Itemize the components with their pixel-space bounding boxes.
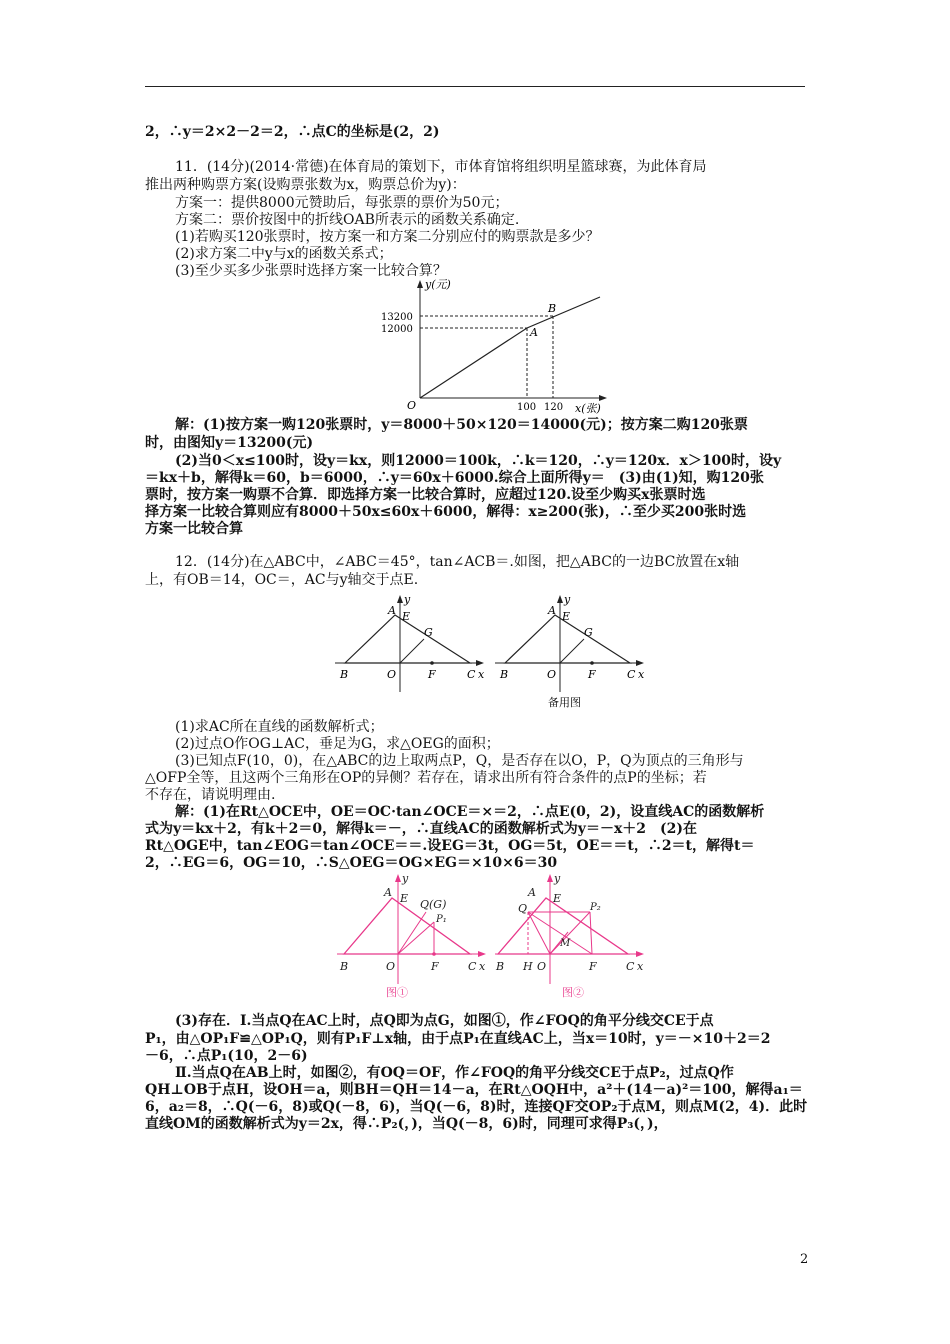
q12-p3-2: P₁，由△OP₁F≌△OP₁Q，则有P₁F⊥x轴，由于点P₁在直线AC上，当x＝10时，y＝－×10＋2＝2: [145, 1031, 771, 1047]
origin-label: O: [407, 399, 417, 412]
label-c: C: [467, 668, 476, 681]
fig2-label-e: E: [553, 892, 562, 905]
y-tick-12000: 12000: [381, 324, 413, 335]
q12-q2: (2)过点O作OG⊥AC，垂足为G，求△OEG的面积；: [175, 736, 500, 752]
q11-line-4: 方案二：票价按图中的折线OAB所表示的函数关系确定.: [175, 212, 520, 228]
header-rule: [145, 86, 805, 87]
pink-figure-2: [490, 872, 650, 1002]
label-f: F: [588, 668, 596, 681]
y-axis-label: y(元): [425, 278, 451, 291]
fig1-label-f: F: [431, 960, 439, 973]
label-a: A: [388, 604, 396, 617]
fig1-caption: 图①: [386, 986, 408, 999]
q11-sol-4: ＝kx＋b，解得k＝60，b＝6000，∴y＝60x＋6000.综合上面所得y＝ (3)由(1)知，购120张: [145, 470, 764, 486]
fig2-label-o: O: [537, 960, 547, 973]
q11-line-6: (2)求方案二中y与x的函数关系式；: [175, 246, 393, 262]
fig1-label-e: E: [400, 892, 409, 905]
pink-figure-1: [332, 872, 492, 1002]
x-tick-100: 100: [517, 402, 537, 413]
fig1-label-qg: Q(G): [420, 898, 447, 911]
fig1-label-p1: P₁: [436, 914, 447, 925]
spare-caption: 备用图: [548, 696, 581, 709]
y-tick-13200: 13200: [381, 312, 413, 323]
q12-p3-5: QH⊥OB于点H，设OH＝a，则BH＝QH＝14－a，在Rt△OQH中，a²＋(14－a)²＝100，解得a₁＝: [145, 1082, 803, 1098]
fig2-label-c: C: [626, 960, 635, 973]
q12-q3b: △OFP全等，且这两个三角形在OP的异侧？若存在，请求出所有符合条件的点P的坐标；若: [145, 770, 707, 786]
label-b: B: [500, 668, 509, 681]
fig1-label-b: B: [340, 960, 349, 973]
point-a-label: A: [530, 326, 538, 339]
label-o: O: [387, 668, 397, 681]
label-g: G: [424, 626, 433, 639]
fig2-label-h: H: [523, 960, 533, 973]
label-c: C: [627, 668, 636, 681]
page-number: 2: [800, 1252, 809, 1267]
q12-sol-2: 式为y＝kx＋2，有k＋2＝0，解得k＝－，∴直线AC的函数解析式为y＝－x＋2 (2)在: [145, 821, 698, 837]
fig2-label-x: x: [637, 960, 644, 973]
label-e: E: [402, 610, 411, 623]
label-e: E: [562, 610, 571, 623]
q11-sol-2: 时，由图知y＝13200(元): [145, 435, 314, 451]
label-a: A: [548, 604, 556, 617]
q12-sol-3: Rt△OGE中，tan∠EOG＝tan∠OCE＝＝.设EG＝3t，OG＝5t，OE＝＝t，∴2＝t，解得t＝: [145, 838, 755, 854]
q12-q3: (3)已知点F(10，0)，在△ABC的边上取两点P，Q，是否存在以O，P，Q为顶点的三角形与: [175, 753, 744, 769]
label-x: x: [478, 668, 485, 681]
label-o: O: [547, 668, 557, 681]
fig1-label-x: x: [479, 960, 486, 973]
fig2-label-b: B: [496, 960, 505, 973]
label-g: G: [584, 626, 593, 639]
label-b: B: [340, 668, 349, 681]
label-y: y: [404, 593, 411, 606]
q12-spare-figure: [490, 592, 650, 712]
q12-p3-7: 直线OM的函数解析式为y＝2x，得∴P₂(，)，当Q(－8，6)时，同理可求得P₃(，)，: [145, 1116, 668, 1132]
label-y: y: [564, 593, 571, 606]
fig2-label-m: M: [560, 938, 571, 949]
point-b-label: B: [548, 302, 557, 315]
fig2-label-q: Q: [518, 902, 528, 915]
fig2-label-y: y: [554, 872, 561, 885]
fig1-label-y: y: [402, 872, 409, 885]
q12-sol-1: 解：(1)在Rt△OCE中，OE＝OC·tan∠OCE＝×＝2，∴点E(0，2)，设直线AC的函数解析: [175, 804, 765, 820]
q12-line-1: 12．(14分)在△ABC中，∠ABC＝45°，tan∠ACB＝.如图，把△ABC的一边BC放置在x轴: [175, 554, 740, 570]
q11-line-7: (3)至少买多少张票时选择方案一比较合算？: [175, 263, 447, 279]
label-x: x: [638, 668, 645, 681]
q11-sol-3: (2)当0＜x≤100时，设y＝kx，则12000＝100k，∴k＝120，∴y＝120x．x＞100时，设y: [175, 453, 782, 469]
q11-sol-1: 解：(1)按方案一购120张票时，y＝8000＋50×120＝14000(元)；按方案二购120张票: [175, 417, 748, 433]
q12-p3-1: (3)存在．Ⅰ.当点Q在AC上时，点Q即为点G，如图①，作∠FOQ的角平分线交CE于点: [175, 1013, 714, 1029]
x-tick-120: 120: [544, 402, 564, 413]
q12-p3-6: 6，a₂＝8，∴Q(－6，8)或Q(－8，6)，当Q(－6，8)时，连接QF交OP₂于点M，则点M(2，4)．此时: [145, 1099, 808, 1115]
q12-line-2: 上，有OB＝14，OC＝，AC与y轴交于点E.: [145, 572, 419, 588]
q11-line-3: 方案一：提供8000元赞助后，每张票的票价为50元；: [175, 195, 509, 211]
x-axis-label: x(张): [575, 402, 601, 415]
fig1-label-c: C: [468, 960, 477, 973]
q11-line-1: 11．(14分)(2014·常德)在体育局的策划下，市体育馆将组织明星篮球赛，为此体育局: [175, 159, 707, 175]
q12-sol-4: 2，∴EG＝6，OG＝10，∴S△OEG＝OG×EG＝×10×6＝30: [145, 855, 558, 871]
q11-line-5: (1)若购买120张票时，按方案一和方案二分别应付的购票款是多少？: [175, 229, 600, 245]
q12-p3-4: Ⅱ.当点Q在AB上时，如图②，有OQ＝OF，作∠FOQ的角平分线交CE于点P₂，过点Q作: [175, 1065, 734, 1081]
fig2-label-f: F: [589, 960, 597, 973]
q12-figure: [330, 592, 490, 702]
fig1-label-a: A: [384, 886, 392, 899]
fig2-label-p2: P₂: [590, 902, 601, 913]
fig1-label-o: O: [386, 960, 396, 973]
q11-sol-5: 票时，按方案一购票不合算．即选择方案一比较合算时，应超过120.设至少购买x张票时选: [145, 487, 706, 503]
q12-q1: (1)求AC所在直线的函数解析式；: [175, 719, 384, 735]
q12-p3-3: －6，∴点P₁(10，2－6): [145, 1048, 308, 1064]
label-f: F: [428, 668, 436, 681]
q11-line-2: 推出两种购票方案(设购票张数为x，购票总价为y)：: [145, 177, 466, 193]
intro-line: 2，∴y＝2×2－2＝2，∴点C的坐标是(2，2): [145, 124, 440, 140]
q12-q3c: 不存在，请说明理由.: [145, 787, 276, 803]
q11-graph: [375, 276, 615, 416]
fig2-label-a: A: [528, 886, 536, 899]
fig2-caption: 图②: [562, 986, 584, 999]
q11-sol-7: 方案一比较合算: [145, 521, 243, 537]
q11-sol-6: 择方案一比较合算则应有8000＋50x≤60x＋6000，解得：x≥200(张)，∴至少买200张时选: [145, 504, 747, 520]
